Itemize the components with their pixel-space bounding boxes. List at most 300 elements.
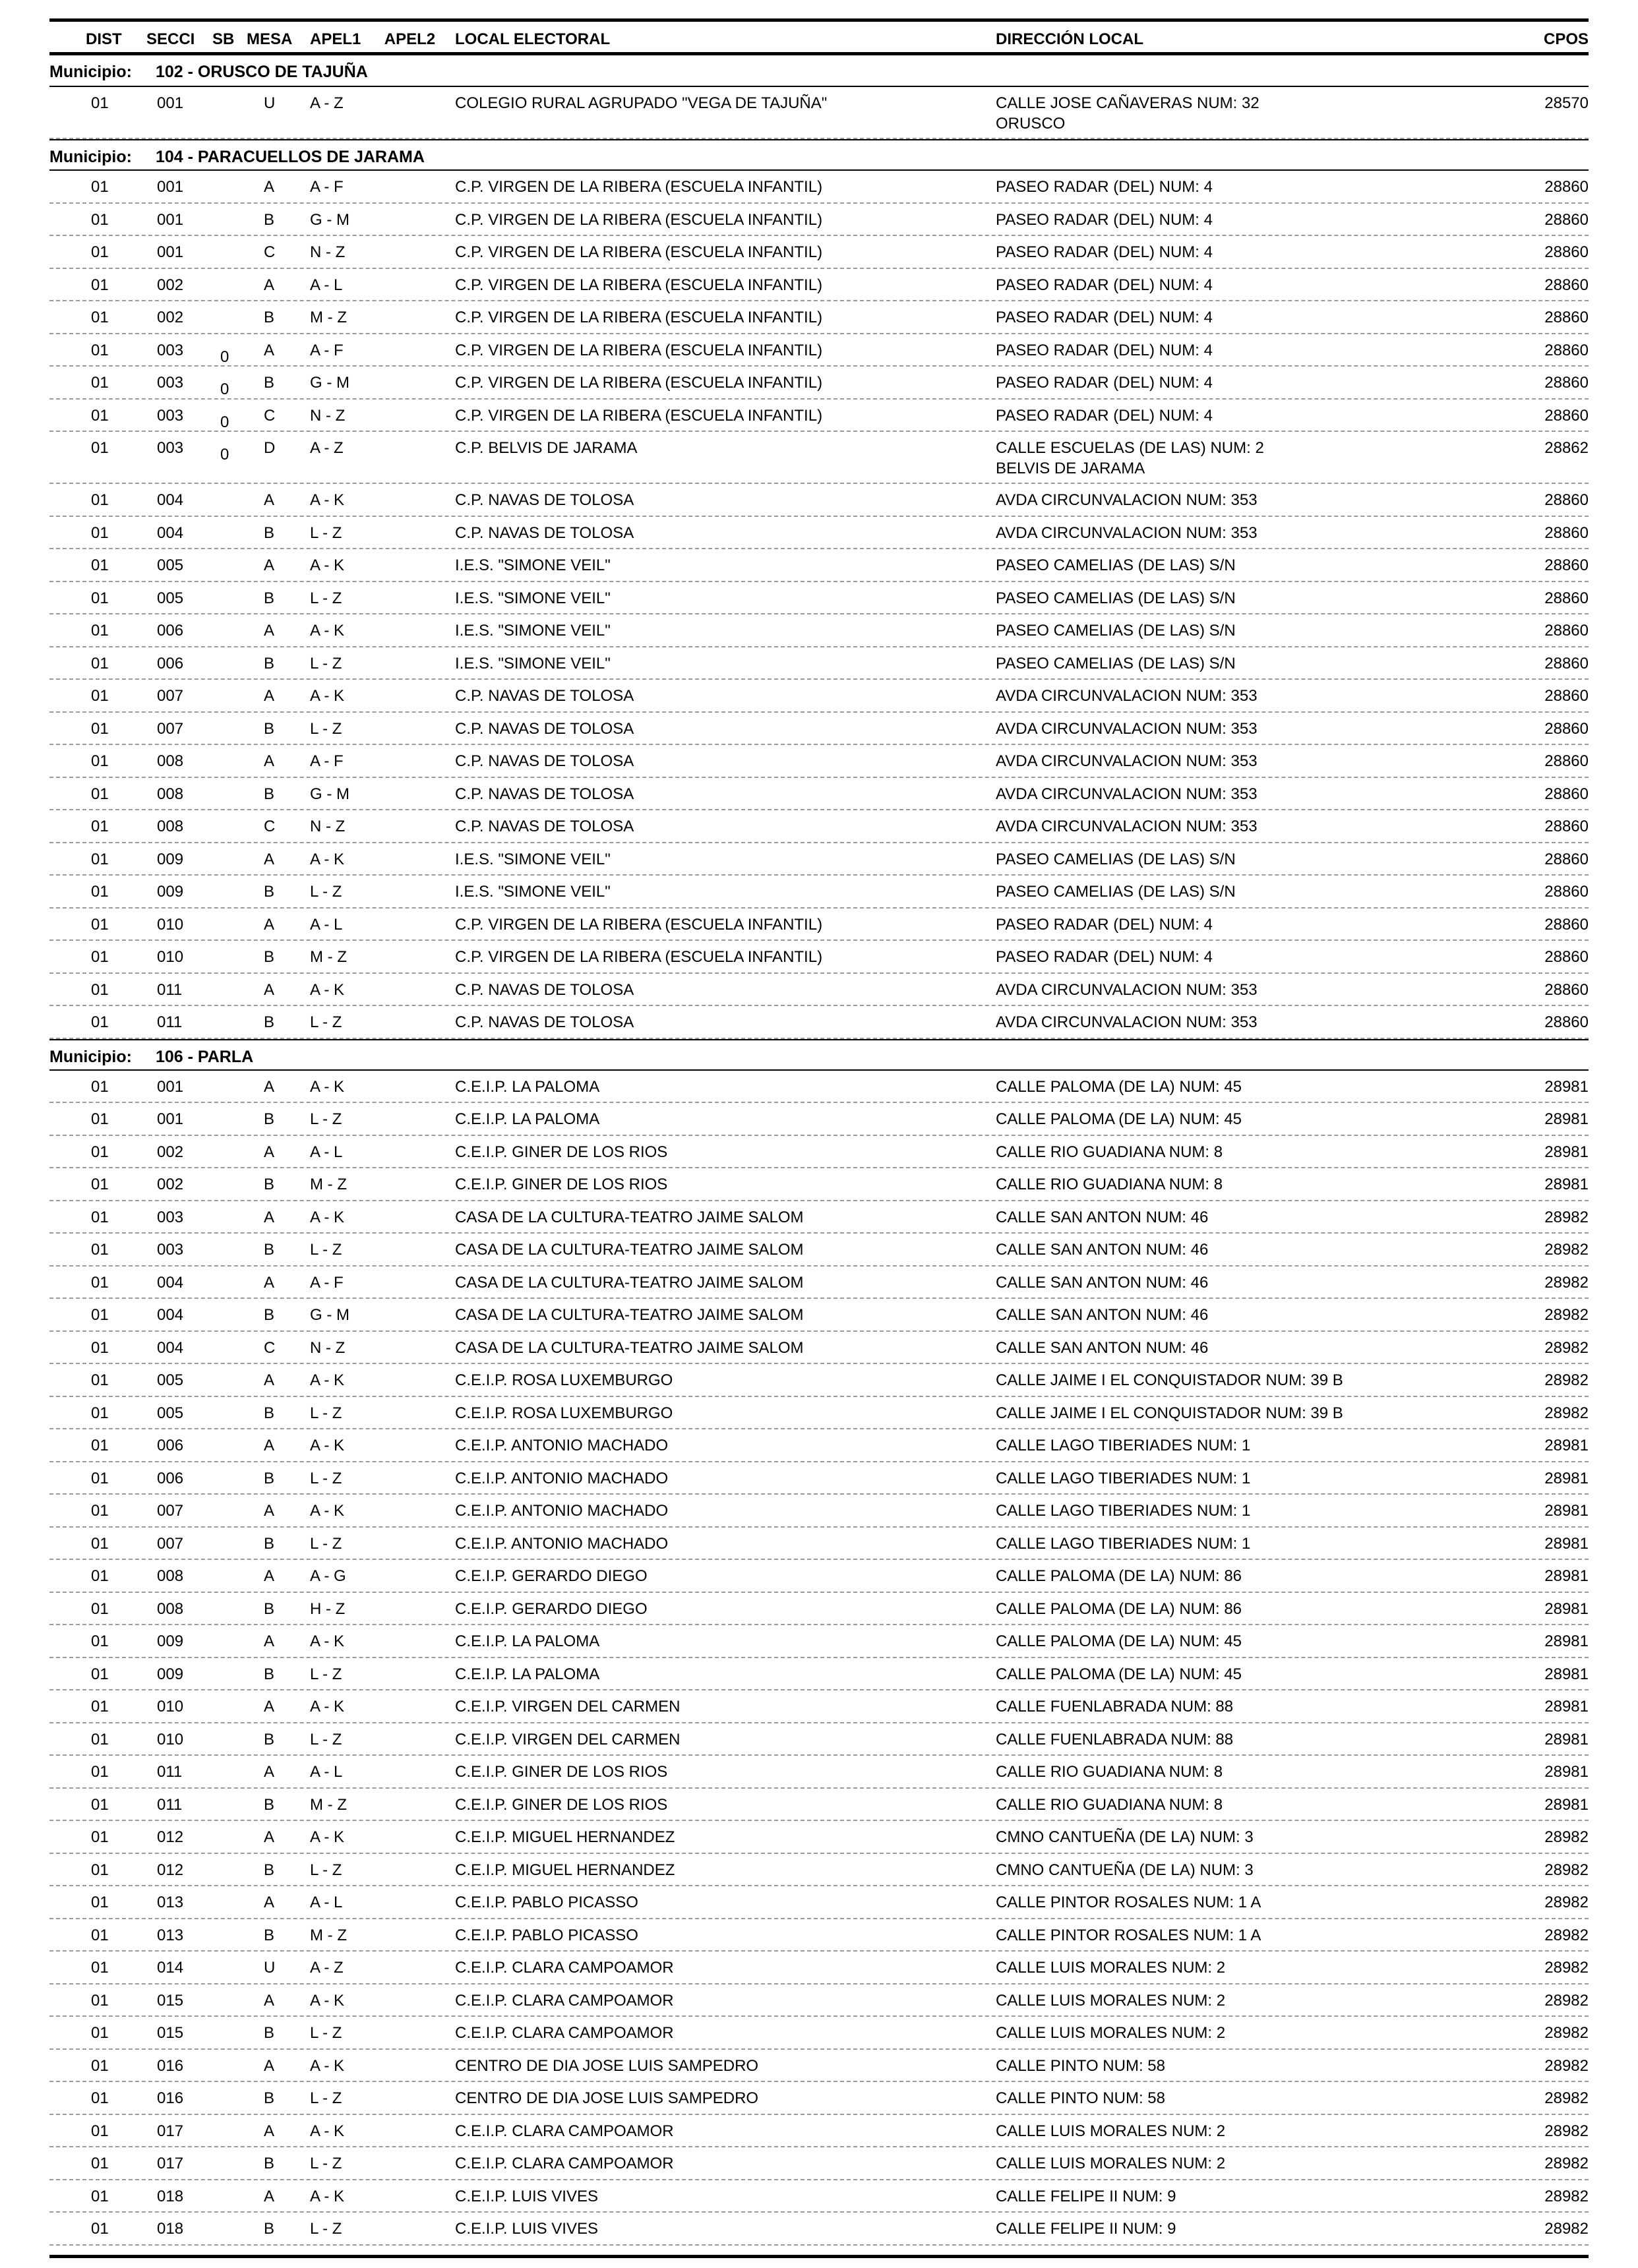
table-row [49,1560,1589,1593]
cell-local: C.P. NAVAS DE TOLOSA [455,785,634,803]
cell-local: C.E.I.P. VIRGEN DEL CARMEN [455,1698,681,1716]
cell-sb [212,1729,247,1755]
cell-secci: 005 [157,589,184,607]
table-row [49,1984,1589,2017]
cell-apel: N - Z [310,818,346,835]
cell-sb [212,1534,247,1559]
cell-sb [212,1142,247,1168]
cell-local: C.P. NAVAS DE TOLOSA [455,980,634,999]
cell-mesa: B [264,1241,275,1259]
cell-secci: 010 [157,1730,184,1748]
cell-dist: 01 [91,1013,109,1031]
cell-dist: 01 [91,2155,109,2172]
cell-secci: 017 [157,2155,184,2172]
cell-direccion [996,588,1527,614]
table-row [49,1267,1589,1299]
cell-cpos: 28982 [1544,2056,1589,2075]
cell-cpos: 28860 [1544,309,1589,326]
cell-secci: 011 [157,980,183,999]
cell-local: C.P. NAVAS DE TOLOSA [455,818,634,835]
cell-mesa: C [264,818,276,835]
cell-sb [212,1468,247,1494]
cell-local: C.E.I.P. ANTONIO MACHADO [455,1534,669,1553]
cell-direccion [996,93,1527,138]
cell-dist: 01 [91,1306,109,1324]
cell-secci: 011 [157,1013,183,1031]
cell-direccion [996,653,1527,679]
cell-cpos: 28982 [1544,1894,1589,1911]
direccion-line: CALLE PINTO NUM: 58 [996,2089,1165,2107]
cell-mesa: B [264,309,275,326]
direccion-line: CALLE SAN ANTON NUM: 46 [996,1273,1209,1292]
direccion-line: CALLE LAGO TIBERIADES NUM: 1 [996,1534,1251,1553]
cell-mesa: B [264,2155,275,2172]
cell-sb [212,1566,247,1592]
direccion-line: CALLE FUENLABRADA NUM: 88 [996,1730,1234,1748]
table-row [49,1168,1589,1201]
cell-sb [212,1892,247,1918]
cell-local: C.P. VIRGEN DE LA RIBERA (ESCUELA INFANTIL) [455,276,823,294]
cell-apel: M - Z [310,948,347,966]
cell-secci: 004 [157,1273,184,1292]
cell-cpos: 28860 [1544,491,1589,509]
cell-direccion [996,1142,1527,1168]
municipality-header [49,55,1589,87]
cell-apel: M - Z [310,1176,347,1193]
cell-sb [212,1664,247,1690]
cell-apel: L - Z [310,523,342,542]
cell-secci: 016 [157,2056,184,2075]
cell-mesa: A [264,1991,275,2010]
cell-mesa: U [264,94,276,112]
cell-cpos: 28860 [1544,752,1589,770]
cell-mesa: A [264,341,275,359]
table-row [49,2147,1589,2180]
cell-secci: 003 [157,1241,184,1259]
cell-cpos: 28981 [1544,1730,1589,1748]
cell-dist: 01 [91,1502,109,1520]
bottom-rule [49,2255,1589,2258]
cell-local: C.P. VIRGEN DE LA RIBERA (ESCUELA INFANTIL) [455,915,823,934]
table-row [49,2017,1589,2050]
cell-dist: 01 [91,980,109,999]
cell-sb [212,881,247,907]
cell-secci: 001 [157,243,184,261]
cell-cpos: 28860 [1544,1013,1589,1031]
cell-secci: 007 [157,1534,184,1553]
cell-secci: 002 [157,276,184,294]
table-row [49,843,1589,876]
cell-local: C.E.I.P. LA PALOMA [455,1110,600,1128]
cell-secci: 017 [157,2122,184,2140]
direccion-line: PASEO CAMELIAS (DE LAS) S/N [996,589,1236,607]
cell-secci: 014 [157,1959,184,1977]
cell-secci: 008 [157,818,184,835]
cell-cpos: 28860 [1544,589,1589,607]
cell-apel: L - Z [310,654,342,672]
cell-secci: 010 [157,1698,184,1716]
cell-apel: A - L [310,1894,343,1911]
table-row [49,1495,1589,1528]
cell-secci: 009 [157,883,184,901]
cell-local: C.P. VIRGEN DE LA RIBERA (ESCUELA INFANTIL) [455,178,823,196]
cell-sb [212,1435,247,1461]
direccion-line: CALLE PINTO NUM: 58 [996,2056,1165,2075]
table-row [49,1625,1589,1658]
cell-dist: 01 [91,948,109,966]
cell-local: C.E.I.P. LA PALOMA [455,1665,600,1683]
cell-apel: G - M [310,785,349,803]
cell-mesa: A [264,276,275,294]
cell-apel: A - K [310,2122,345,2140]
direccion-line: AVDA CIRCUNVALACION NUM: 353 [996,719,1258,738]
cell-dist: 01 [91,178,109,196]
cell-local: C.E.I.P. CLARA CAMPOAMOR [455,1991,674,2010]
table-row [49,974,1589,1007]
cell-sb [212,93,247,138]
cell-cpos: 28982 [1544,2155,1589,2172]
cell-dist: 01 [91,1698,109,1716]
cell-sb [212,2219,247,2244]
cell-cpos: 28860 [1544,556,1589,574]
col-direccion: DIRECCIÓN LOCAL [996,30,1143,48]
cell-sb [212,177,247,202]
cell-secci: 011 [157,1795,183,1814]
cell-apel: L - Z [310,719,342,738]
cell-cpos: 28862 [1544,439,1589,457]
cell-cpos: 28860 [1544,915,1589,934]
cell-mesa: A [264,1698,275,1716]
municipio-name: 104 - PARACUELLOS DE JARAMA [155,148,425,166]
cell-dist: 01 [91,622,109,640]
direccion-line: CALLE SAN ANTON NUM: 46 [996,1338,1209,1357]
direccion-line: PASEO CAMELIAS (DE LAS) S/N [996,883,1236,901]
cell-direccion [996,751,1527,777]
table-row [49,301,1589,334]
cell-mesa: B [264,785,275,803]
direccion-line: CALLE PINTOR ROSALES NUM: 1 A [996,1926,1261,1944]
cell-cpos: 28860 [1544,243,1589,261]
cell-apel: L - Z [310,2089,342,2107]
cell-apel: A - K [310,1208,345,1226]
cell-direccion [996,555,1527,581]
direccion-line: CALLE RIO GUADIANA NUM: 8 [996,1795,1223,1814]
cell-local: C.P. NAVAS DE TOLOSA [455,687,634,705]
cell-dist: 01 [91,687,109,705]
direccion-line: CALLE PINTOR ROSALES NUM: 1 A [996,1894,1261,1911]
table-row [49,614,1589,647]
table-row [49,1854,1589,1887]
cell-mesa: B [264,1110,275,1128]
cell-dist: 01 [91,1077,109,1096]
cell-secci: 012 [157,1861,184,1879]
cell-dist: 01 [91,1926,109,1944]
cell-dist: 01 [91,1176,109,1193]
cell-sb [212,1012,247,1038]
cell-dist: 01 [91,2089,109,2107]
cell-apel: L - Z [310,2155,342,2172]
cell-mesa: A [264,178,275,196]
direccion-line: PASEO CAMELIAS (DE LAS) S/N [996,556,1236,574]
direccion-line: CALLE RIO GUADIANA NUM: 8 [996,1143,1223,1161]
cell-sb [212,2121,247,2147]
cell-apel: L - Z [310,1861,342,1879]
table-row [49,1919,1589,1952]
cell-secci: 008 [157,1599,184,1618]
direccion-line: PASEO RADAR (DEL) NUM: 4 [996,243,1213,261]
direccion-line: PASEO CAMELIAS (DE LAS) S/N [996,654,1236,672]
cell-cpos: 28860 [1544,276,1589,294]
cell-apel: G - M [310,210,349,229]
cell-secci: 010 [157,948,184,966]
cell-apel: A - K [310,2187,345,2205]
direccion-line: AVDA CIRCUNVALACION NUM: 353 [996,980,1258,999]
cell-apel: A - K [310,850,345,868]
cell-local: C.E.I.P. LUIS VIVES [455,2187,598,2205]
cell-sb [212,1370,247,1396]
direccion-line: CALLE SAN ANTON NUM: 46 [996,1241,1209,1259]
direccion-line: CALLE SAN ANTON NUM: 46 [996,1208,1209,1226]
cell-direccion [996,947,1527,972]
cell-dist: 01 [91,1632,109,1650]
direccion-line: PASEO RADAR (DEL) NUM: 4 [996,406,1213,425]
cell-secci: 009 [157,1665,184,1683]
cell-mesa: B [264,1665,275,1683]
cell-apel: A - Z [310,94,344,112]
cell-direccion [996,1239,1527,1265]
municipio-label: Municipio: [49,63,132,81]
table-row [49,1299,1589,1332]
cell-direccion [996,686,1527,711]
direccion-line: PASEO RADAR (DEL) NUM: 4 [996,178,1213,196]
table-row [49,1006,1589,1039]
cell-cpos: 28982 [1544,1926,1589,1944]
cell-apel: A - G [310,1567,346,1585]
cell-sb [212,1990,247,2016]
cell-apel: L - Z [310,1534,342,1553]
table-row [49,1136,1589,1169]
cell-direccion [996,914,1527,940]
cell-apel: A - K [310,1077,345,1096]
cell-secci: 011 [157,1763,183,1781]
cell-direccion [996,275,1527,301]
direccion-line: PASEO RADAR (DEL) NUM: 4 [996,915,1213,934]
cell-cpos: 28860 [1544,785,1589,803]
cell-mesa: A [264,1077,275,1096]
cell-cpos: 28982 [1544,2024,1589,2042]
cell-secci: 004 [157,491,184,509]
direccion-line: CALLE LUIS MORALES NUM: 2 [996,2024,1226,2042]
cell-sb [212,686,247,711]
direccion-line: AVDA CIRCUNVALACION NUM: 353 [996,785,1258,803]
cell-dist: 01 [91,1861,109,1879]
cell-secci: 006 [157,622,184,640]
direccion-line: CALLE PALOMA (DE LA) NUM: 45 [996,1665,1242,1683]
cell-secci: 015 [157,1991,184,2010]
cell-sb [212,1239,247,1265]
cell-secci: 003 [157,1208,184,1226]
cell-cpos: 28982 [1544,1959,1589,1977]
cell-sb [212,523,247,549]
cell-cpos: 28981 [1544,1110,1589,1128]
table-row [49,1723,1589,1756]
table-row [49,1234,1589,1267]
cell-secci: 001 [157,178,184,196]
cell-direccion [996,620,1527,646]
table-row [49,1886,1589,1919]
table-row [49,909,1589,941]
cell-secci: 005 [157,1371,184,1389]
cell-apel: L - Z [310,1404,342,1422]
table-row [49,432,1589,484]
cell-direccion [996,523,1527,549]
cell-local: C.P. VIRGEN DE LA RIBERA (ESCUELA INFANTIL) [455,374,823,392]
cell-cpos: 28860 [1544,523,1589,542]
cell-mesa: B [264,1306,275,1324]
cell-apel: A - F [310,178,344,196]
cell-dist: 01 [91,1894,109,1911]
cell-cpos: 28982 [1544,1861,1589,1879]
cell-apel: L - Z [310,883,342,901]
cell-local: C.E.I.P. ANTONIO MACHADO [455,1469,669,1487]
cell-sb [212,275,247,301]
cell-cpos: 28860 [1544,948,1589,966]
cell-sb [212,490,247,516]
table-row [49,2213,1589,2246]
cell-mesa: A [264,556,275,574]
cell-cpos: 28981 [1544,1698,1589,1716]
cell-apel: A - K [310,1698,345,1716]
cell-dist: 01 [91,1469,109,1487]
cell-sb [212,980,247,1005]
cell-sb [212,1109,247,1135]
cell-direccion [996,1860,1527,1886]
cell-apel: A - K [310,980,345,999]
cell-dist: 01 [91,2187,109,2205]
cell-direccion [996,980,1527,1005]
cell-direccion [996,438,1527,483]
municipality-header [49,139,1589,171]
cell-local: C.E.I.P. MIGUEL HERNANDEZ [455,1861,675,1879]
cell-dist: 01 [91,818,109,835]
cell-cpos: 28982 [1544,2122,1589,2140]
table-row [49,2050,1589,2083]
table-row [49,647,1589,680]
cell-apel: A - F [310,1273,344,1292]
cell-sb: 0 [220,413,229,431]
cell-mesa: B [264,589,275,607]
cell-local: C.E.I.P. PABLO PICASSO [455,1894,638,1911]
direccion-line: CALLE PALOMA (DE LA) NUM: 86 [996,1599,1242,1618]
cell-apel: L - Z [310,1665,342,1683]
cell-dist: 01 [91,1534,109,1553]
direccion-line: PASEO RADAR (DEL) NUM: 4 [996,948,1213,966]
cell-apel: L - Z [310,1013,342,1031]
cell-secci: 001 [157,1077,184,1096]
table-row [49,334,1589,367]
cell-apel: A - Z [310,439,344,457]
cell-local: C.E.I.P. VIRGEN DEL CARMEN [455,1730,681,1748]
direccion-line: CALLE PALOMA (DE LA) NUM: 86 [996,1567,1242,1585]
cell-local: C.E.I.P. LA PALOMA [455,1077,600,1096]
cell-secci: 001 [157,1110,184,1128]
cell-direccion [996,1664,1527,1690]
cell-mesa: D [264,439,276,457]
cell-mesa: C [264,243,276,261]
cell-direccion [996,719,1527,744]
direccion-line: CALLE PALOMA (DE LA) NUM: 45 [996,1632,1242,1650]
cell-cpos: 28981 [1544,1176,1589,1193]
cell-dist: 01 [91,1665,109,1683]
cell-apel: A - L [310,1763,343,1781]
cell-local: C.P. VIRGEN DE LA RIBERA (ESCUELA INFANTIL) [455,243,823,261]
cell-dist: 01 [91,719,109,738]
table-row [49,1201,1589,1234]
cell-dist: 01 [91,406,109,425]
direccion-line: CALLE LUIS MORALES NUM: 2 [996,1991,1226,2010]
cell-local: C.P. NAVAS DE TOLOSA [455,719,634,738]
cell-local: I.E.S. "SIMONE VEIL" [455,654,611,672]
cell-secci: 016 [157,2089,184,2107]
cell-mesa: A [264,2187,275,2205]
direccion-line: CALLE FELIPE II NUM: 9 [996,2220,1176,2238]
cell-mesa: B [264,2220,275,2238]
cell-secci: 012 [157,1828,184,1846]
cell-cpos: 28981 [1544,1599,1589,1618]
table-row [49,400,1589,433]
cell-local: C.E.I.P. ANTONIO MACHADO [455,1502,669,1520]
col-apel [310,30,455,52]
municipio-label: Municipio: [49,148,132,166]
municipio-name: 102 - ORUSCO DE TAJUÑA [155,63,368,81]
cell-sb [212,784,247,810]
cell-sb [212,2153,247,2179]
cell-sb [212,242,247,268]
cell-dist: 01 [91,341,109,359]
cell-local: C.P. VIRGEN DE LA RIBERA (ESCUELA INFANTIL) [455,210,823,229]
cell-cpos: 28981 [1544,1143,1589,1161]
cell-direccion [996,340,1527,366]
cell-mesa: B [264,1795,275,1814]
cell-secci: 008 [157,1567,184,1585]
cell-mesa: A [264,1828,275,1846]
cell-cpos: 28982 [1544,1371,1589,1389]
cell-secci: 003 [157,341,184,359]
cell-dist: 01 [91,1110,109,1128]
table-row [49,1364,1589,1397]
cell-cpos: 28860 [1544,850,1589,868]
cell-direccion [996,784,1527,810]
cell-direccion [996,1338,1527,1363]
direccion-line: CALLE JAIME I EL CONQUISTADOR NUM: 39 B [996,1371,1343,1389]
cell-apel: A - K [310,1991,345,2010]
table-row [49,549,1589,582]
cell-local: C.E.I.P. ROSA LUXEMBURGO [455,1404,673,1422]
cell-secci: 004 [157,523,184,542]
cell-secci: 002 [157,309,184,326]
cell-dist: 01 [91,2024,109,2042]
col-apel2: APEL2 [384,30,436,48]
direccion-line: PASEO RADAR (DEL) NUM: 4 [996,210,1213,229]
cell-cpos: 28982 [1544,2089,1589,2107]
table-row [49,484,1589,517]
cell-direccion [996,1403,1527,1429]
cell-local: C.E.I.P. GINER DE LOS RIOS [455,1763,668,1781]
cell-mesa: A [264,2122,275,2140]
cell-direccion [996,849,1527,875]
cell-dist: 01 [91,1371,109,1389]
cell-direccion [996,816,1527,842]
